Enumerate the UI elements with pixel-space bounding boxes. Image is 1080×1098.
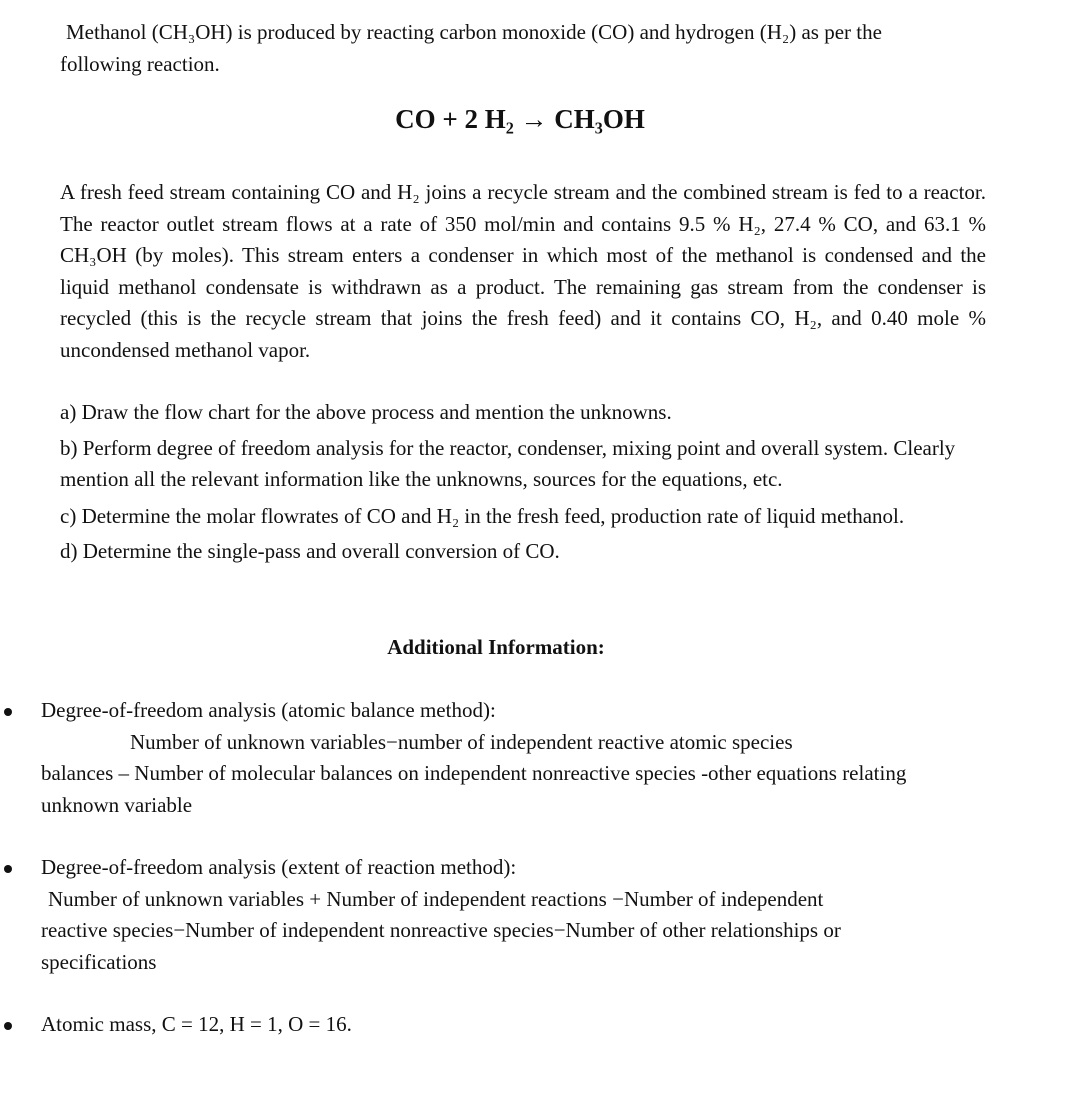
intro-line-1: Methanol (CH₃OH) is produced by reacting carbon monoxide (CO) and hydrogen (H₂) as per the bbox=[66, 20, 882, 44]
question-a: a) Draw the flow chart for the above process and mention the unknowns. bbox=[60, 400, 672, 424]
intro-line-2: following reaction. bbox=[60, 51, 220, 76]
info-item-title: Atomic mass, C = 12, H = 1, O = 16. bbox=[41, 1012, 352, 1036]
bullet-icon bbox=[4, 865, 12, 873]
info-item-formula-rest: balances – Number of molecular balances on independent nonreactive species -other equations relating unknown variable bbox=[41, 761, 907, 817]
question-d: d) Determine the single-pass and overall conversion of CO. bbox=[60, 539, 560, 563]
info-item-title: Degree-of-freedom analysis (atomic balance method): bbox=[41, 698, 496, 722]
info-item-title: Degree-of-freedom analysis (extent of reaction method): bbox=[41, 855, 517, 879]
info-item-formula-line: Number of unknown variables−number of independent reactive atomic species bbox=[130, 729, 793, 754]
info-item-body bbox=[41, 852, 946, 978]
info-item-body bbox=[41, 695, 946, 821]
questions-list bbox=[60, 397, 986, 568]
info-item-formula-rest: reactive species−Number of independent nonreactive species−Number of other relationships or specifications bbox=[41, 918, 841, 974]
bullet-icon bbox=[4, 708, 12, 716]
bullet-icon bbox=[4, 1022, 12, 1030]
question-b: b) Perform degree of freedom analysis for the reactor, condenser, mixing point and overall system. Clearly mention all the relevant information like the unknowns, sources for the equations, etc. bbox=[60, 435, 956, 491]
additional-info-heading: Additional Information: bbox=[387, 635, 605, 659]
question-c: c) Determine the molar flowrates of CO and H₂ in the fresh feed, production rate of liquid methanol. bbox=[60, 503, 905, 528]
intro-paragraph bbox=[60, 17, 986, 80]
problem-statement: A fresh feed stream containing CO and H₂ joins a recycle stream and the combined stream is fed to a reactor. The reactor outlet stream flows at a rate of 350 mol/min and contains 9.5 % H₂, 27.4 % CO, and 63.1 % CH₃OH (by moles). This stream enters a condenser in which most of the methanol is condensed and the liquid methanol condensate is withdrawn as a product. The remaining gas stream from the condenser is recycled (this is the recycle stream that joins the fresh feed) and it contains CO, H₂, and 0.40 mole % uncondensed methanol vapor. bbox=[60, 180, 986, 362]
info-item-formula-line: Number of unknown variables + Number of independent reactions −Number of independent bbox=[48, 886, 824, 911]
reaction-equation: CO + 2 H₂ → CH₃OH bbox=[395, 104, 645, 134]
info-item-body bbox=[41, 1009, 946, 1041]
